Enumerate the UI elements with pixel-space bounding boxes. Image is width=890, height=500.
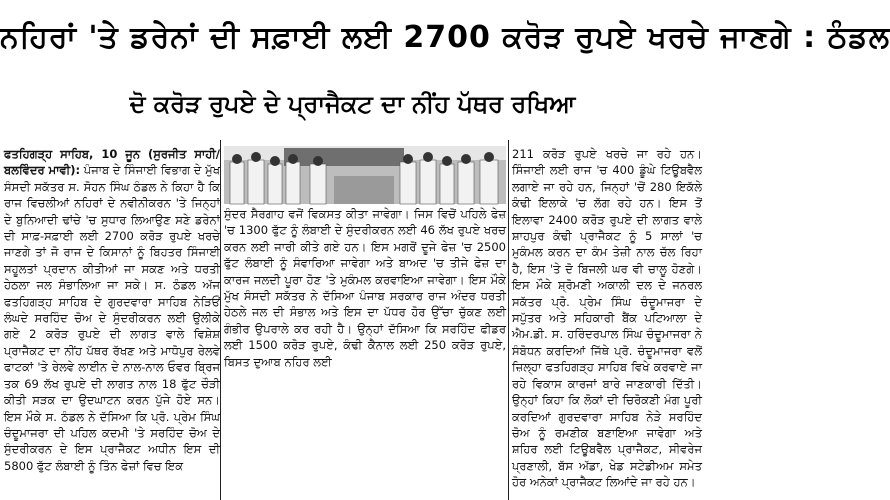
article-text: ਪੰਜਾਬ ਦੇ ਸਿੰਜਾਈ ਵਿਭਾਗ ਦੇ ਮੁੱਖ ਸੰਸਦੀ ਸਕੱਤਰ ਸ. ਸੋਹਨ ਸਿੰਘ ਠੰਡਲ ਨੇ ਕਿਹਾ ਹੈ ਕਿ ਰਾਜ ਵਿਚਲੀਆਂ ਨਹਿਰਾਂ ਦੇ ਨਵੀਨੀਕਰਨ 'ਤੇ ਜਿਨ੍ਹਾਂ ਦੇ ਬੁਨਿਆਦੀ ਢਾਂਚੇ 'ਚ ਸੁਧਾਰ ਲਿਆਉਣ ਸਣੇ ਡਰੇਨਾਂ ਦੀ ਸਾਫ਼-ਸਫ਼ਾਈ ਲਈ 2700 ਕਰੋੜ ਰੁਪਏ ਖਰਚੇ ਜਾਣਗੇ ਤਾਂ ਜੋ ਰਾਜ ਦੇ ਕਿਸਾਨਾਂ ਨੂੰ ਬਿਹਤਰ ਸਿੰਜਾਈ ਸਹੂਲਤਾਂ ਪ੍ਰਦਾਨ ਕੀਤੀਆਂ ਜਾ ਸਕਣ ਅਤੇ ਧਰਤੀ ਹੇਠਲਾ ਜਲ ਸੰਭਾਲਿਆ ਜਾ ਸਕੇ। ਸ. ਠੰਡਲ ਅੱਜ ਫਤਹਿਗੜ੍ਹ ਸਾਹਿਬ ਦੇ ਗੁਰਦਵਾਰਾ ਸਾਹਿਬ ਨੇੜਿਓਂ ਲੰਘਦੇ ਸਰਹਿੰਦ ਚੋਅ ਦੇ ਸੁੰਦਰੀਕਰਨ ਲਈ ਉਲੀਕੇ ਗਏ 2 ਕਰੋੜ ਰੁਪਏ ਦੀ ਲਾਗਤ ਵਾਲੇ ਵਿਸ਼ੇਸ਼ ਪ੍ਰਾਜੈਕਟ ਦਾ ਨੀਂਹ ਪੱਥਰ ਰੱਖਣ ਅਤੇ ਮਾਧੋਪੁਰ ਰੇਲਵੇ ਫਾਟਕਾਂ 'ਤੇ ਰੇਲਵੇ ਲਾਈਨ ਦੇ ਨਾਲ-ਨਾਲ ਓਵਰ ਬ੍ਰਿਜ ਤਕ 69 ਲੱਖ ਰੁਪਏ ਦੀ ਲਾਗਤ ਨਾਲ 18 ਫੁੱਟ ਚੌੜੀ ਕੀਤੀ ਸੜਕ ਦਾ ਉਦਘਾਟਨ ਕਰਨ ਪੁੱਜੇ ਹੋਏ ਸਨ। ਇਸ ਮੌਕੇ ਸ. ਠੰਡਲ ਨੇ ਦੱਸਿਆ ਕਿ ਪ੍ਰੋ. ਪ੍ਰੇਮ ਸਿੰਘ ਚੰਦੂਮਾਜਰਾ ਦੀ ਪਹਿਲ ਕਦਮੀ 'ਤੇ ਸਰਹਿੰਦ ਚੋਅ ਦੇ ਸੁੰਦਰੀਕਰਨ ਦੇ ਇਸ ਪ੍ਰਾਜੈਕਟ ਅਧੀਨ ਇਸ ਦੀ 5800 ਫੁੱਟ ਲੰਬਾਈ ਨੂੰ ਤਿੰਨ ਫੇਜ਼ਾਂ ਵਿਚ ਇਕ	[4, 163, 220, 473]
headline: ਨਹਿਰਾਂ 'ਤੇ ਡਰੇਨਾਂ ਦੀ ਸਫ਼ਾਈ ਲਈ 2700 ਕਰੋੜ ਰੁਪਏ ਖਰਚੇ ਜਾਣਗੇ : ਠੰਡਲ	[0, 20, 890, 55]
news-photo	[224, 146, 506, 204]
photo-illustration	[224, 146, 506, 204]
article-text: 211 ਕਰੋੜ ਰੁਪਏ ਖਰਚੇ ਜਾ ਰਹੇ ਹਨ। ਸਿੰਜਾਈ ਲਈ ਰਾਜ 'ਚ 400 ਡੂੰਘੇ ਟਿਊਬਵੈਲ ਲਗਾਏ ਜਾ ਰਹੇ ਹਨ, ਜਿਨ੍ਹਾਂ 'ਚੋਂ 280 ਇਕੱਲੇ ਕੰਢੀ ਇਲਾਕੇ 'ਚ ਲੱਗ ਰਹੇ ਹਨ। ਇਸ ਤੋਂ ਇਲਾਵਾ 2400 ਕਰੋੜ ਰੁਪਏ ਦੀ ਲਾਗਤ ਵਾਲੇ ਸ਼ਾਹਪੁਰ ਕੰਢੀ ਪ੍ਰਾਜੈਕਟ ਨੂੰ 5 ਸਾਲਾਂ 'ਚ ਮੁਕੰਮਲ ਕਰਨ ਦਾ ਕੰਮ ਤੇਜ਼ੀ ਨਾਲ ਚੱਲ ਰਿਹਾ ਹੈ, ਇਸ 'ਤੇ ਦੋ ਬਿਜਲੀ ਘਰ ਵੀ ਚਾਲੂ ਹੋਣਗੇ। ਇਸ ਮੌਕੇ ਸ਼੍ਰੋਮਣੀ ਅਕਾਲੀ ਦਲ ਦੇ ਜਨਰਲ ਸਕੱਤਰ ਪ੍ਰੋ. ਪ੍ਰੇਮ ਸਿੰਘ ਚੰਦੂਮਾਜਰਾ ਦੇ ਸਪੁੱਤਰ ਅਤੇ ਸਹਿਕਾਰੀ ਬੈਂਕ ਪਟਿਆਲਾ ਦੇ ਐਮ.ਡੀ. ਸ. ਹਰਿੰਦਰਪਾਲ ਸਿੰਘ ਚੰਦੂਮਾਜਰਾ ਨੇ ਸੰਬੋਧਨ ਕਰਦਿਆਂ ਜਿੱਥੇ ਪ੍ਰੋ. ਚੰਦੂਮਾਜਰਾ ਵਲੋਂ ਜ਼ਿਲ੍ਹਾ ਫਤਹਿਗੜ੍ਹ ਸਾਹਿਬ ਵਿਖੇ ਕਰਵਾਏ ਜਾ ਰਹੇ ਵਿਕਾਸ ਕਾਰਜਾਂ ਬਾਰੇ ਜਾਣਕਾਰੀ ਦਿੱਤੀ। ਉਨ੍ਹਾਂ ਕਿਹਾ ਕਿ ਲੋਕਾਂ ਦੀ ਚਿਰੋਕਣੀ ਮੰਗ ਪੂਰੀ ਕਰਦਿਆਂ ਗੁਰਦਵਾਰਾ ਸਾਹਿਬ ਨੇੜੇ ਸਰਹਿੰਦ ਚੋਅ ਨੂੰ ਰਮਣੀਕ ਬਣਾਇਆ ਜਾਵੇਗਾ ਅਤੇ ਸ਼ਹਿਰ ਲਈ ਟਿਊਬਵੈਲ ਪ੍ਰਾਜੈਕਟ, ਸੀਵਰੇਜ ਪ੍ਰਣਾਲੀ, ਬੱਸ ਅੱਡਾ, ਖੇਡ ਸਟੇਡੀਅਮ ਸਮੇਤ ਹੋਰ ਅਨੇਕਾਂ ਪ੍ਰਾਜੈਕਟ ਲਿਆਂਦੇ ਜਾ ਰਹੇ ਹਨ।	[512, 147, 702, 490]
article-column-3	[512, 146, 702, 500]
article-text: ਸੁੰਦਰ ਸੈਰਗਾਹ ਵਜੋਂ ਵਿਕਸਤ ਕੀਤਾ ਜਾਵੇਗਾ। ਜਿਸ ਵਿਚੋਂ ਪਹਿਲੇ ਫੇਜ਼ 'ਚ 1300 ਫੁੱਟ ਨੂੰ ਲੰਬਾਈ ਦੇ ਸੁੰਦਰੀਕਰਨ ਲਈ 46 ਲੱਖ ਰੁਪਏ ਖਰਚ ਕਰਨ ਲਈ ਜਾਰੀ ਕੀਤੇ ਗਏ ਹਨ। ਇਸ ਮਗਰੋਂ ਦੂਜੇ ਫੇਜ਼ 'ਚ 2500 ਫੁੱਟ ਲੰਬਾਈ ਨੂੰ ਸੰਵਾਰਿਆ ਜਾਵੇਗਾ ਅਤੇ ਬਾਅਦ 'ਚ ਤੀਜੇ ਫੇਜ਼ ਦਾ ਕਾਰਜ ਜਲਦੀ ਪੂਰਾ ਹੋਣ 'ਤੇ ਮੁਕੰਮਲ ਕਰਵਾਇਆ ਜਾਵੇਗਾ। ਇਸ ਮੌਕੇ ਮੁੱਖ ਸੰਸਦੀ ਸਕੱਤਰ ਨੇ ਦੱਸਿਆ ਪੰਜਾਬ ਸਰਕਾਰ ਰਾਜ ਅੰਦਰ ਧਰਤੀ ਹੇਠਲੇ ਜਲ ਦੀ ਸੰਭਾਲ ਅਤੇ ਇਸ ਦਾ ਪੱਧਰ ਹੋਰ ਉੱਚਾ ਚੁੱਕਣ ਲਈ ਗੰਭੀਰ ਉਪਰਾਲੇ ਕਰ ਰਹੀ ਹੈ। ਉਨ੍ਹਾਂ ਦੱਸਿਆ ਕਿ ਸਰਹਿੰਦ ਫੀਡਰ ਲਈ 1500 ਕਰੋੜ ਰੁਪਏ, ਕੰਢੀ ਕੈਨਾਲ ਲਈ 250 ਕਰੋੜ ਰੁਪਏ, ਬਿਸਤ ਦੁਆਬ ਨਹਿਰ ਲਈ	[224, 207, 506, 369]
article-column-1	[4, 146, 220, 500]
subheadline: ਦੋ ਕਰੋੜ ਰੁਪਏ ਦੇ ਪ੍ਰਾਜੈਕਟ ਦਾ ਨੀਂਹ ਪੱਥਰ ਰਖਿਆ	[129, 90, 576, 118]
column-divider	[220, 140, 221, 500]
dateline: ਫਤਹਿਗੜ੍ਹ ਸਾਹਿਬ, 10 ਜੂਨ (ਸੁਰਜੀਤ ਸਾਹੀ/ਬਲਵਿੰਦਰ ਮਾਵੀ):	[4, 147, 220, 178]
article-column-2	[224, 206, 506, 500]
column-divider	[508, 140, 509, 500]
